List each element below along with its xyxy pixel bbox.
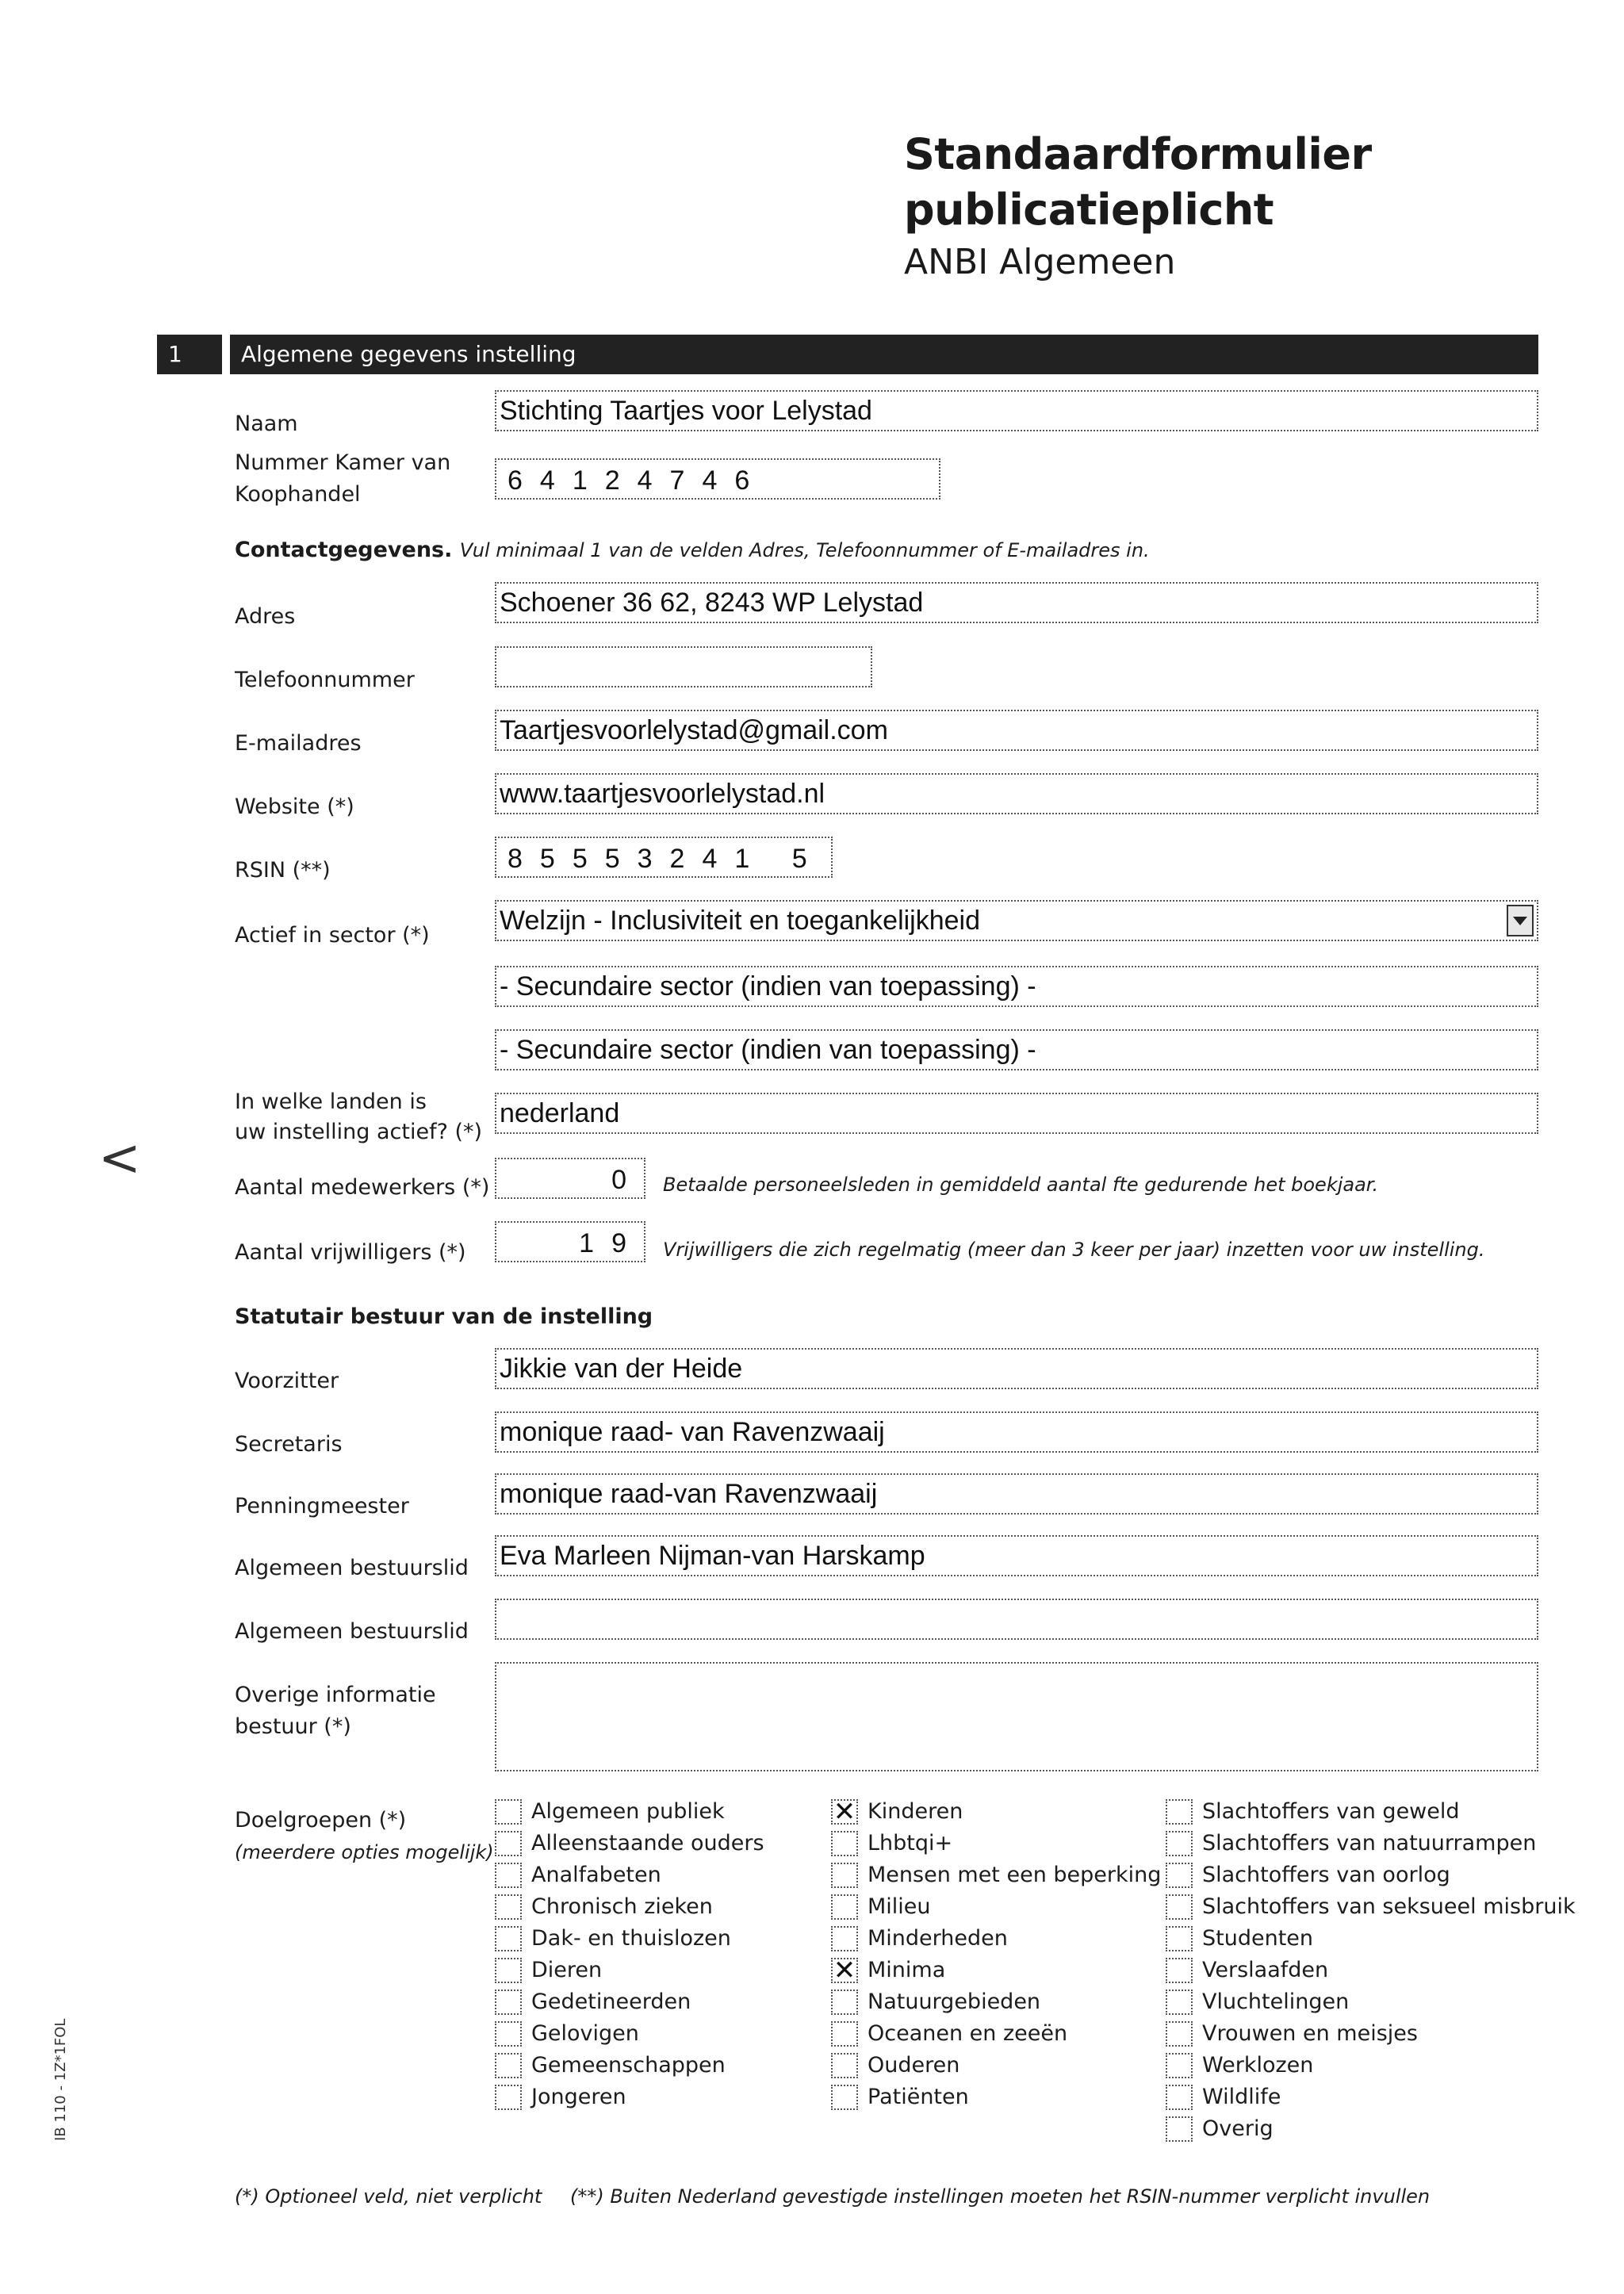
landen-label-line1: In welke landen is	[235, 1090, 427, 1114]
doelgroep-label: Dak- en thuislozen	[531, 1926, 731, 1951]
doelgroep-checkbox[interactable]	[495, 1799, 522, 1825]
section-title: Algemene gegevens instelling	[230, 335, 1538, 374]
doelgroep-checkbox[interactable]	[1166, 1958, 1193, 1983]
doelgroep-label: Studenten	[1202, 1926, 1314, 1951]
secundaire-sector-2-field[interactable]	[495, 1029, 1538, 1070]
doelgroep-label: Dieren	[531, 1958, 603, 1982]
doelgroep-checkbox[interactable]	[1166, 1799, 1193, 1825]
website-value: www.taartjesvoorlelystad.nl	[500, 779, 825, 809]
vrijwilligers-label: Aantal vrijwilligers (*)	[235, 1240, 466, 1265]
doelgroep-checkbox[interactable]	[1166, 1990, 1193, 2015]
sector-dropdown-button[interactable]	[1507, 905, 1534, 936]
doelgroep-label: Lhbtqi+	[868, 1831, 953, 1855]
secretaris-label: Secretaris	[235, 1432, 343, 1457]
doelgroep-label: Milieu	[868, 1894, 931, 1919]
doelgroep-checkbox[interactable]	[831, 2085, 858, 2110]
penningmeester-value: monique raad-van Ravenzwaaij	[500, 1479, 878, 1509]
vrijwilligers-field[interactable]	[495, 1221, 645, 1262]
doelgroep-label: Mensen met een beperking	[868, 1863, 1162, 1887]
doelgroep-label: Patiënten	[868, 2085, 969, 2109]
doelgroep-checkbox[interactable]	[831, 1955, 858, 1986]
doelgroep-label: Slachtoffers van seksueel misbruik	[1202, 1894, 1576, 1919]
voorzitter-label: Voorzitter	[235, 1369, 339, 1393]
margin-mark: <	[98, 1129, 141, 1188]
medewerkers-value: 0	[611, 1165, 644, 1195]
doelgroep-label: Oceanen en zeeën	[868, 2021, 1068, 2046]
sector-label: Actief in sector (*)	[235, 923, 430, 948]
doelgroep-label: Slachtoffers van oorlog	[1202, 1863, 1450, 1887]
doelgroep-label: Kinderen	[868, 1799, 963, 1824]
kvk-number-value: 64124746	[508, 465, 768, 496]
doelgroep-label: Ouderen	[868, 2053, 960, 2078]
bestuurslid-1-field[interactable]	[495, 1535, 1538, 1576]
telefoon-field[interactable]	[495, 646, 872, 687]
form-title-line2: publicatieplicht	[904, 185, 1274, 235]
doelgroep-checkbox[interactable]	[831, 1990, 858, 2015]
doelgroep-checkbox[interactable]	[495, 2021, 522, 2047]
telefoon-label: Telefoonnummer	[235, 668, 415, 692]
bestuurslid-1-label: Algemeen bestuurslid	[235, 1556, 469, 1580]
landen-value: nederland	[500, 1098, 620, 1128]
doelgroep-checkbox[interactable]	[831, 2021, 858, 2047]
doelgroep-checkbox[interactable]	[831, 1796, 858, 1828]
doelgroep-checkbox[interactable]	[1166, 1926, 1193, 1951]
secundaire-sector-2-value: - Secundaire sector (indien van toepassing) -	[500, 1035, 1036, 1065]
kvk-label-line1: Nummer Kamer van	[235, 450, 451, 475]
doelgroep-label: Minderheden	[868, 1926, 1008, 1951]
doelgroep-checkbox[interactable]	[495, 1990, 522, 2015]
website-label: Website (*)	[235, 795, 354, 819]
overig-bestuur-field-line2	[495, 1725, 1538, 1771]
doelgroep-label: Analfabeten	[531, 1863, 661, 1887]
medewerkers-hint: Betaalde personeelsleden in gemiddeld aantal fte gedurende het boekjaar.	[663, 1174, 1379, 1196]
penningmeester-label: Penningmeester	[235, 1494, 409, 1518]
medewerkers-field[interactable]	[495, 1158, 645, 1199]
doelgroep-label: Wildlife	[1202, 2085, 1281, 2109]
secretaris-field[interactable]	[495, 1411, 1538, 1453]
medewerkers-label: Aantal medewerkers (*)	[235, 1175, 490, 1200]
section-number: 1	[157, 335, 222, 374]
contact-heading	[235, 538, 1150, 562]
adres-value: Schoener 36 62, 8243 WP Lelystad	[500, 588, 924, 618]
email-value: Taartjesvoorlelystad@gmail.com	[500, 715, 888, 745]
vrijwilligers-hint: Vrijwilligers die zich regelmatig (meer dan 3 keer per jaar) inzetten voor uw instelling.	[663, 1239, 1485, 1261]
rsin-label: RSIN (**)	[235, 858, 331, 883]
form-title-line1: Standaardformulier	[904, 129, 1372, 179]
email-field[interactable]	[495, 710, 1538, 751]
adres-field[interactable]	[495, 582, 1538, 623]
voorzitter-field[interactable]	[495, 1348, 1538, 1389]
doelgroep-checkbox[interactable]	[831, 2053, 858, 2078]
naam-value: Stichting Taartjes voor Lelystad	[500, 396, 872, 426]
bestuurslid-2-label: Algemeen bestuurslid	[235, 1619, 469, 1644]
doelgroep-label: Chronisch zieken	[531, 1894, 713, 1919]
kvk-label-line2: Koophandel	[235, 482, 361, 507]
doelgroep-checkbox[interactable]	[1166, 2021, 1193, 2047]
doelgroep-checkbox[interactable]	[1166, 2053, 1193, 2078]
overig-bestuur-label-line2: bestuur (*)	[235, 1714, 351, 1739]
doelgroep-label: Alleenstaande ouders	[531, 1831, 764, 1855]
doelgroep-checkbox[interactable]	[495, 1926, 522, 1951]
voorzitter-value: Jikkie van der Heide	[500, 1354, 743, 1384]
doelgroep-checkbox[interactable]	[495, 2085, 522, 2110]
doelgroep-checkbox[interactable]	[495, 1831, 522, 1856]
overig-bestuur-label-line1: Overige informatie	[235, 1683, 436, 1707]
check-x-icon: ✕	[833, 1796, 856, 1828]
secretaris-value: monique raad- van Ravenzwaaij	[500, 1417, 885, 1447]
doelgroep-label: Gelovigen	[531, 2021, 639, 2046]
doelgroep-label: Minima	[868, 1958, 946, 1982]
doelgroep-checkbox[interactable]	[831, 1894, 858, 1920]
doelgroep-label: Gedetineerden	[531, 1990, 691, 2014]
check-x-icon: ✕	[833, 1955, 856, 1986]
section-header	[157, 335, 1538, 374]
footer-note-rsin: (**) Buiten Nederland gevestigde instellingen moeten het RSIN-nummer verplicht invullen	[569, 2185, 1431, 2208]
contact-note: Vul minimaal 1 van de velden Adres, Telefoonnummer of E-mailadres in.	[459, 539, 1150, 561]
doelgroep-checkbox[interactable]	[495, 2053, 522, 2078]
landen-label-line2: uw instelling actief? (*)	[235, 1120, 483, 1144]
footer-note-optional: (*) Optioneel veld, niet verplicht	[235, 2185, 542, 2208]
doelgroep-label: Verslaafden	[1202, 1958, 1329, 1982]
doelgroep-checkbox[interactable]	[831, 1863, 858, 1888]
doelgroep-checkbox[interactable]	[1166, 1863, 1193, 1888]
doelgroep-checkbox[interactable]	[831, 1926, 858, 1951]
doelgroepen-sublabel: (meerdere opties mogelijk)	[235, 1841, 494, 1863]
form-subtitle: ANBI Algemeen	[904, 242, 1176, 282]
secundaire-sector-1-field[interactable]	[495, 966, 1538, 1007]
bestuurslid-2-field[interactable]	[495, 1599, 1538, 1640]
doelgroep-checkbox[interactable]	[1166, 1894, 1193, 1920]
bestuur-heading: Statutair bestuur van de instelling	[235, 1304, 653, 1329]
rsin-field[interactable]	[495, 837, 833, 878]
doelgroep-checkbox[interactable]	[1166, 2116, 1193, 2142]
penningmeester-field[interactable]	[495, 1473, 1538, 1515]
doelgroep-label: Vluchtelingen	[1202, 1990, 1350, 2014]
kvk-number-field[interactable]	[495, 458, 940, 500]
doelgroep-label: Natuurgebieden	[868, 1990, 1041, 2014]
doelgroep-checkbox[interactable]	[1166, 1831, 1193, 1856]
email-label: E-mailadres	[235, 731, 362, 756]
doelgroep-label: Slachtoffers van geweld	[1202, 1799, 1460, 1824]
vrijwilligers-value: 19	[579, 1228, 644, 1258]
doelgroep-label: Overig	[1202, 2116, 1274, 2141]
doelgroep-label: Vrouwen en meisjes	[1202, 2021, 1418, 2046]
doelgroep-checkbox[interactable]	[1166, 2085, 1193, 2110]
landen-field[interactable]	[495, 1093, 1538, 1134]
naam-label: Naam	[235, 412, 298, 436]
adres-label: Adres	[235, 604, 296, 629]
doelgroep-checkbox[interactable]	[495, 1894, 522, 1920]
bestuurslid-1-value: Eva Marleen Nijman-van Harskamp	[500, 1541, 925, 1571]
footer-notes	[235, 2185, 1430, 2208]
chevron-down-icon	[1513, 917, 1527, 925]
doelgroep-label: Slachtoffers van natuurrampen	[1202, 1831, 1537, 1855]
secundaire-sector-1-value: - Secundaire sector (indien van toepassing) -	[500, 971, 1036, 1001]
doelgroep-checkbox[interactable]	[495, 1958, 522, 1983]
rsin-value: 85553241 5	[508, 844, 825, 874]
doelgroep-label: Algemeen publiek	[531, 1799, 725, 1824]
doelgroep-label: Werklozen	[1202, 2053, 1314, 2078]
form-code: IB 110 - 1Z*1FOL	[52, 2018, 69, 2141]
doelgroep-label: Jongeren	[531, 2085, 626, 2109]
doelgroep-checkbox[interactable]	[831, 1831, 858, 1856]
naam-field[interactable]	[495, 390, 1538, 431]
contact-heading-text: Contactgegevens.	[235, 538, 453, 562]
doelgroep-checkbox[interactable]	[495, 1863, 522, 1888]
sector-value: Welzijn - Inclusiviteit en toegankelijkheid	[500, 906, 981, 936]
form-title-block	[904, 127, 1372, 287]
website-field[interactable]	[495, 773, 1538, 814]
sector-select[interactable]	[495, 900, 1538, 941]
doelgroep-label: Gemeenschappen	[531, 2053, 726, 2078]
doelgroepen-label: Doelgroepen (*)	[235, 1808, 407, 1833]
